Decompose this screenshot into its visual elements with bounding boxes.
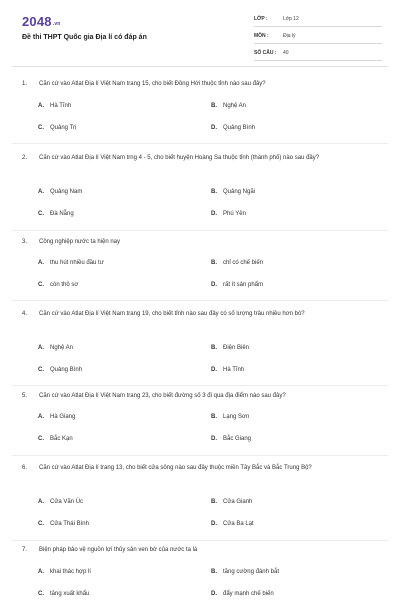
option-letter: A. (38, 569, 44, 575)
option-text: Cửa Thái Bình (50, 521, 89, 527)
question-number: 4. (22, 311, 28, 317)
question-number: 2. (22, 155, 28, 161)
option-letter: B. (211, 260, 217, 266)
question-number: 3. (22, 239, 28, 245)
option-a[interactable] (38, 497, 83, 507)
option-c[interactable] (38, 209, 74, 219)
question-text: Biện pháp bảo vệ nguồn lợi thủy sản ven bờ của nước ta là (39, 547, 198, 553)
option-text: Phú Yên (223, 211, 246, 217)
question-2-text-block (22, 152, 382, 164)
option-text: khai thác hợp lí (50, 569, 91, 575)
site-logo[interactable] (22, 14, 61, 29)
option-b[interactable] (211, 187, 255, 197)
option-text: Cửa Gianh (223, 499, 253, 505)
question-divider (12, 385, 388, 386)
option-text: Quảng Nam (50, 189, 83, 195)
question-4-text-block (22, 308, 382, 320)
option-text: Hà Tĩnh (50, 103, 72, 109)
option-text: Hà Tĩnh (223, 367, 245, 373)
option-text: Lạng Sơn (223, 414, 250, 420)
option-d[interactable] (211, 209, 246, 219)
option-b[interactable] (211, 258, 263, 268)
meta-subject (254, 29, 382, 44)
option-letter: C. (38, 436, 44, 442)
option-letter: B. (211, 499, 217, 505)
option-letter: A. (38, 260, 44, 266)
question-3-text-block (22, 236, 382, 248)
question-divider (12, 143, 388, 144)
option-text: Cửa Văn Úc (50, 499, 84, 505)
option-c[interactable] (38, 123, 76, 133)
question-5-text-block (22, 390, 382, 402)
option-letter: D. (211, 282, 217, 288)
option-letter: D. (211, 367, 217, 373)
option-c[interactable] (38, 519, 89, 529)
option-text: còn thô sơ (50, 282, 79, 288)
question-number: 5. (22, 393, 28, 399)
option-c[interactable] (38, 589, 89, 599)
option-b[interactable] (211, 343, 249, 353)
question-number: 6. (22, 465, 28, 471)
option-text: chỉ có chế biến (223, 260, 264, 266)
option-letter: D. (211, 591, 217, 597)
option-letter: D. (211, 211, 217, 217)
option-letter: C. (38, 125, 44, 131)
option-letter: C. (38, 211, 44, 217)
option-letter: B. (211, 103, 217, 109)
option-d[interactable] (211, 589, 274, 599)
option-text: thu hút nhiều đầu tư (50, 260, 104, 266)
option-d[interactable] (211, 365, 244, 375)
option-c[interactable] (38, 280, 78, 290)
meta-count (254, 46, 382, 61)
option-b[interactable] (211, 412, 249, 422)
option-text: Nghệ An (223, 103, 247, 109)
option-letter: D. (211, 125, 217, 131)
option-letter: C. (38, 521, 44, 527)
option-letter: A. (38, 345, 44, 351)
option-text: tăng xuất khẩu (50, 591, 90, 597)
logo-tld: .vn (52, 21, 61, 27)
question-text: Công nghiệp nước ta hiện nay (39, 239, 121, 245)
option-d[interactable] (211, 519, 254, 529)
question-6-text-block (22, 462, 382, 474)
option-letter: D. (211, 436, 217, 442)
option-text: đẩy mạnh chế biến (223, 591, 274, 597)
header-divider (12, 66, 388, 67)
option-a[interactable] (38, 258, 104, 268)
meta-subject-value: Địa lý (283, 33, 296, 39)
option-text: Quảng Bình (50, 367, 83, 373)
option-letter: C. (38, 367, 44, 373)
option-letter: A. (38, 103, 44, 109)
exam-header (0, 0, 400, 64)
option-a[interactable] (38, 343, 73, 353)
meta-grade-label: LỚP : (254, 16, 268, 22)
option-a[interactable] (38, 101, 71, 111)
option-letter: C. (38, 282, 44, 288)
option-d[interactable] (211, 123, 255, 133)
logo-text: 2048 (22, 14, 52, 29)
option-letter: B. (211, 569, 217, 575)
option-letter: D. (211, 521, 217, 527)
option-letter: C. (38, 591, 44, 597)
option-text: rất ít sản phẩm (223, 282, 264, 288)
question-text: Căn cứ vào Atlat Địa lí Việt Nam trng 4 - 5, cho biết huyện Hoàng Sa thuộc tỉnh (thành phố) nào sau đây? (39, 155, 320, 161)
option-b[interactable] (211, 101, 246, 111)
option-a[interactable] (38, 567, 91, 577)
question-divider (12, 300, 388, 301)
option-text: Nghệ An (50, 345, 74, 351)
option-d[interactable] (211, 434, 251, 444)
option-b[interactable] (211, 567, 279, 577)
option-letter: B. (211, 189, 217, 195)
exam-title: Đề thi THPT Quốc gia Địa lí có đáp án (22, 34, 147, 41)
meta-grade (254, 12, 382, 27)
option-letter: B. (211, 345, 217, 351)
option-text: Đà Nẵng (50, 211, 74, 217)
meta-grade-value: Lớp 12 (283, 16, 299, 22)
option-a[interactable] (38, 412, 75, 422)
option-c[interactable] (38, 365, 82, 375)
option-d[interactable] (211, 280, 263, 290)
question-text: Căn cứ vào Atlat Địa lí Việt Nam trang 15, cho biết Đồng Hới thuộc tỉnh nào sau đây? (39, 81, 266, 87)
question-divider (12, 540, 388, 541)
option-text: Quảng Trị (50, 125, 77, 131)
option-text: tăng cường đánh bắt (223, 569, 279, 575)
option-text: Quảng Ngãi (223, 189, 256, 195)
option-letter: B. (211, 414, 217, 420)
option-text: Quảng Bình (223, 125, 256, 131)
question-text: Căn cứ vào Atlat Địa lí trang 13, cho biết cửa sông nào sau đây thuộc miền Tây Bắc và Bắc Trung Bộ? (39, 465, 312, 471)
question-number: 1. (22, 81, 28, 87)
question-1-text-block (22, 78, 382, 90)
option-text: Cửa Ba Lạt (223, 521, 254, 527)
option-text: Bắc Giang (223, 436, 252, 442)
option-letter: A. (38, 414, 44, 420)
question-number: 7. (22, 547, 28, 553)
option-letter: A. (38, 499, 44, 505)
question-divider (12, 230, 388, 231)
option-text: Điện Biên (223, 345, 250, 351)
option-a[interactable] (38, 187, 82, 197)
meta-count-label: SỐ CÂU : (254, 50, 277, 56)
question-text: Căn cứ vào Atlat Địa lí Việt Nam trang 19, cho biết tỉnh nào sau đây có số lượng trâu nhiều hơn bò? (39, 311, 305, 317)
meta-count-value: 40 (283, 50, 289, 56)
option-b[interactable] (211, 497, 252, 507)
option-text: Bắc Kạn (50, 436, 73, 442)
option-c[interactable] (38, 434, 73, 444)
option-letter: A. (38, 189, 44, 195)
question-divider (12, 455, 388, 456)
meta-subject-label: MÔN : (254, 33, 269, 39)
option-text: Hà Giang (50, 414, 76, 420)
exam-meta (254, 12, 382, 63)
question-text: Căn cứ vào Atlat Địa lí Việt Nam trang 23, cho biết đường số 3 đi qua địa điểm nào sau đây? (39, 393, 286, 399)
question-7-text-block (22, 544, 382, 556)
